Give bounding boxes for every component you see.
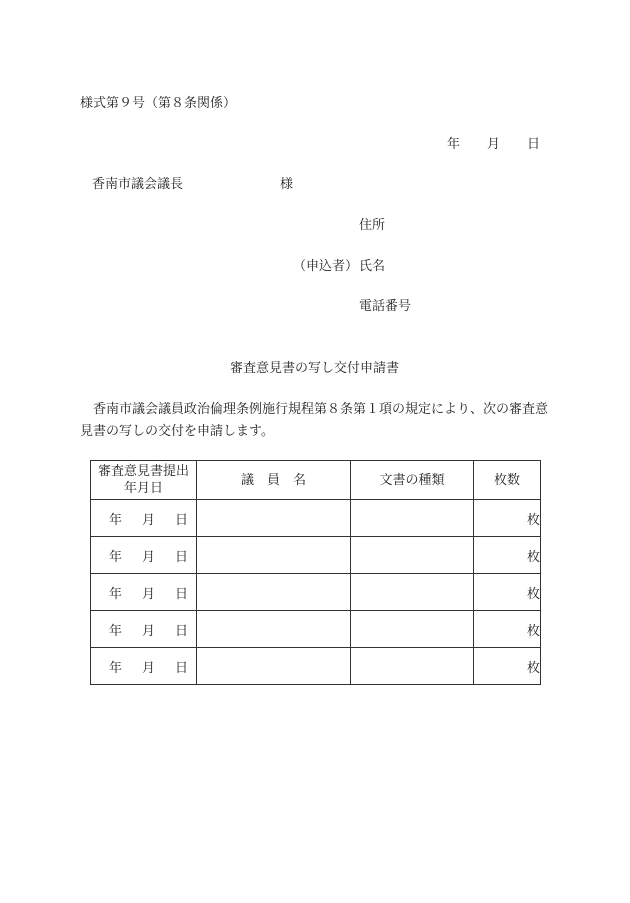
row-month-label: 月 <box>141 549 155 565</box>
header-submission-date-line2: 年月日 <box>123 481 163 496</box>
date-cell[interactable] <box>91 648 197 685</box>
count-unit-label: 枚 <box>526 512 540 528</box>
count-cell[interactable] <box>474 500 541 537</box>
body-paragraph: 香南市議会議員政治倫理条例施行規程第８条第１項の規定により、次の審査意見書の写しの交付を申請します。 <box>80 402 549 439</box>
row-year-label: 年 <box>108 660 122 676</box>
row-day-label: 日 <box>174 660 188 676</box>
member-name-cell[interactable] <box>197 500 351 537</box>
count-cell[interactable] <box>474 648 541 685</box>
header-count: 枚数 <box>474 461 541 500</box>
table-row <box>91 574 541 611</box>
addressee-name: 香南市議会議長 <box>92 177 184 192</box>
header-member-name: 議 員 名 <box>197 461 351 500</box>
row-month-label: 月 <box>141 512 155 528</box>
date-cell[interactable] <box>91 611 197 648</box>
date-cell[interactable] <box>91 500 197 537</box>
row-year-label: 年 <box>108 623 122 639</box>
header-submission-date <box>91 461 197 500</box>
address-label: 住所 <box>359 218 386 233</box>
document-type-cell[interactable] <box>351 537 474 574</box>
document-type-cell[interactable] <box>351 611 474 648</box>
count-unit-label: 枚 <box>526 549 540 565</box>
member-name-cell[interactable] <box>197 537 351 574</box>
date-cell[interactable] <box>91 574 197 611</box>
document-type-cell[interactable] <box>351 648 474 685</box>
document-title: 審査意見書の写し交付申請書 <box>230 361 400 376</box>
row-day-label: 日 <box>174 623 188 639</box>
document-type-cell[interactable] <box>351 500 474 537</box>
count-cell[interactable] <box>474 611 541 648</box>
count-unit-label: 枚 <box>526 660 540 676</box>
header-submission-date-line1: 審査意見書提出 <box>97 464 189 479</box>
date-day-label: 日 <box>527 137 541 152</box>
phone-label: 電話番号 <box>359 299 412 314</box>
date-month-label: 月 <box>487 137 501 152</box>
row-month-label: 月 <box>141 586 155 602</box>
document-type-cell[interactable] <box>351 574 474 611</box>
addressee-honorific: 様 <box>280 177 294 192</box>
row-year-label: 年 <box>108 512 122 528</box>
table-row <box>91 611 541 648</box>
name-label: 氏名 <box>359 259 386 274</box>
date-year-label: 年 <box>447 137 461 152</box>
member-name-cell[interactable] <box>197 648 351 685</box>
row-year-label: 年 <box>108 549 122 565</box>
count-unit-label: 枚 <box>526 586 540 602</box>
form-number: 様式第９号（第８条関係） <box>80 96 237 111</box>
row-month-label: 月 <box>141 623 155 639</box>
table-header-row <box>91 461 541 500</box>
row-month-label: 月 <box>141 660 155 676</box>
table-row <box>91 537 541 574</box>
table-row <box>91 648 541 685</box>
count-cell[interactable] <box>474 574 541 611</box>
applicant-role-label: （申込者） <box>293 259 359 274</box>
member-name-cell[interactable] <box>197 574 351 611</box>
date-cell[interactable] <box>91 537 197 574</box>
member-name-cell[interactable] <box>197 611 351 648</box>
row-day-label: 日 <box>174 586 188 602</box>
request-table <box>90 460 541 685</box>
header-document-type: 文書の種類 <box>351 461 474 500</box>
row-day-label: 日 <box>174 549 188 565</box>
row-day-label: 日 <box>174 512 188 528</box>
count-cell[interactable] <box>474 537 541 574</box>
row-year-label: 年 <box>108 586 122 602</box>
count-unit-label: 枚 <box>526 623 540 639</box>
table-row <box>91 500 541 537</box>
